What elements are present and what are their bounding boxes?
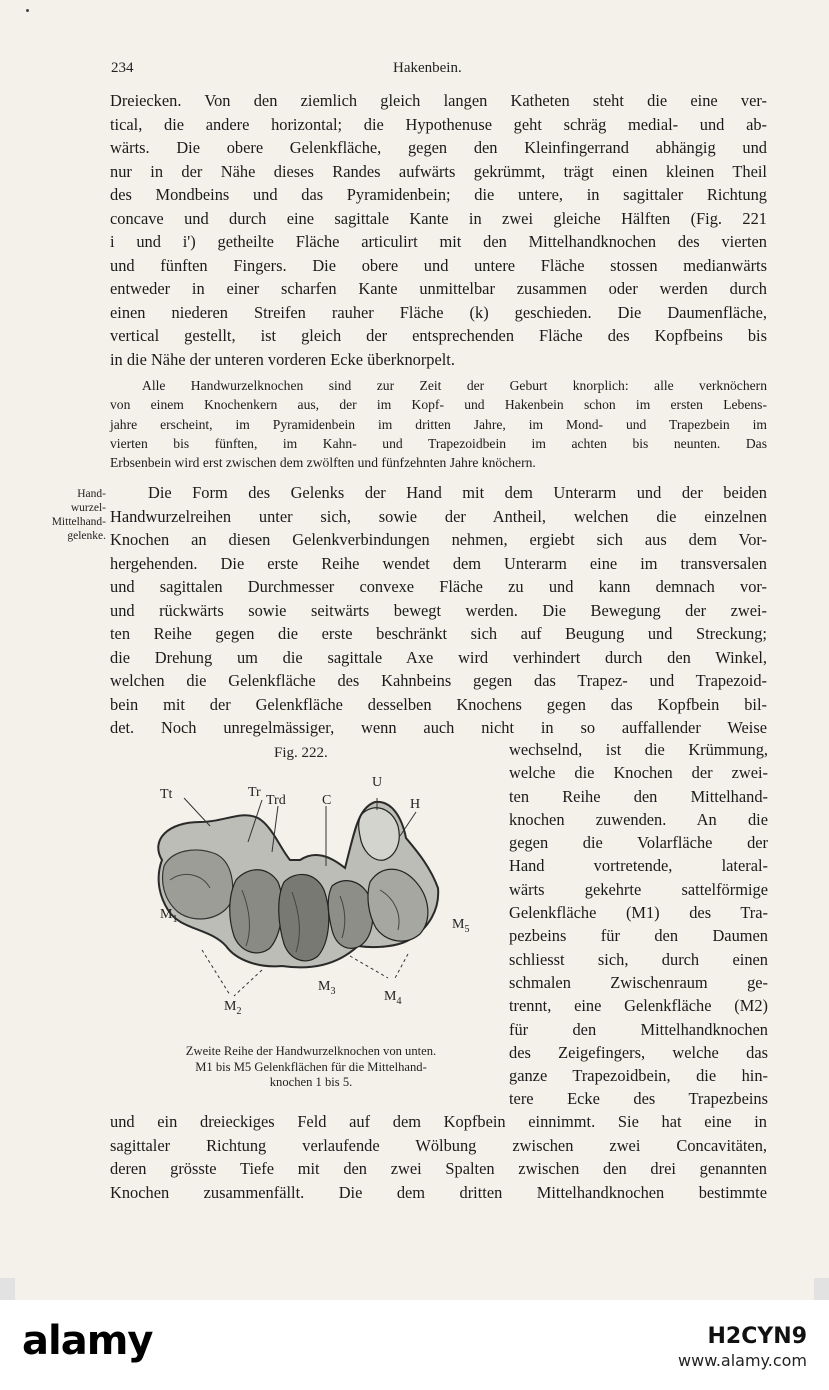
text-line: det. Noch unregelmässiger, wenn auch nicht in so auffallender Weise xyxy=(110,718,767,737)
figure-title: Fig. 222. xyxy=(274,745,328,761)
label-C: C xyxy=(322,793,332,808)
label-M3: $M_3$ xyxy=(318,979,336,997)
watermark-edge-tab xyxy=(0,1278,15,1300)
text-line: Knochen an diesen Gelenkverbindungen nehmen, ergiebt sich aus dem Vor- xyxy=(110,530,767,549)
text-line: des Zeigefingers, welche das xyxy=(509,1042,768,1062)
text-line: ganze Trapezoidbein, die hin- xyxy=(509,1066,768,1086)
label-M5: $M_5$ xyxy=(452,917,470,935)
label-M2: $M_2$ xyxy=(224,999,242,1017)
label-U: U xyxy=(372,775,383,790)
image-id: H2CYN9 xyxy=(707,1324,807,1349)
text-line: Gelenkfläche (M1) des Tra- xyxy=(509,903,768,923)
carpal-bones-figure xyxy=(140,770,480,1020)
text-line: tical, die andere horizontal; die Hypothenuse geht schräg medial- und ab- xyxy=(110,114,767,134)
text-line: trennt, eine Gelenkfläche (M2) xyxy=(509,996,768,1016)
paragraph-2 xyxy=(110,481,767,740)
text-line: tere Ecke des Trapezbeins xyxy=(509,1089,768,1109)
margin-note-line: Mittelhand- xyxy=(51,516,106,528)
running-title: Hakenbein. xyxy=(393,60,462,76)
text-line: i und i') getheilte Fläche articulirt mit den Mittelhandknochen des vierten xyxy=(110,232,767,251)
text-line: ten Reihe gegen die erste beschränkt sich auf Beugung und Streckung; xyxy=(110,624,767,643)
label-Tr: Tr xyxy=(248,785,261,800)
text-line: für den Mittelhandknochen xyxy=(509,1019,768,1039)
caption-line: Zweite Reihe der Handwurzelknochen von unten. xyxy=(185,1044,437,1058)
text-line: vierten bis fünften, im Kahn- und Trapezoidbein im achten bis neunten. Das xyxy=(110,435,767,451)
text-line: und rückwärts sowie seitwärts bewegt werden. Die Bewegung der zwei- xyxy=(110,600,767,620)
text-line: Hand vortretende, lateral- xyxy=(509,856,768,876)
text-line: und sagittalen Durchmesser convexe Fläche zu und kann demnach vor- xyxy=(110,577,767,596)
margin-note-line: wurzel- xyxy=(70,502,106,514)
label-Trd: Trd xyxy=(266,793,286,808)
text-line: des Mondbeins und das Pyramidenbein; die untere, in sagittaler Richtung xyxy=(110,185,767,204)
margin-note-line: Hand- xyxy=(77,488,106,500)
figure-caption xyxy=(130,1044,492,1091)
paragraph-3 xyxy=(110,1110,767,1204)
margin-note-line: gelenke. xyxy=(67,530,106,542)
caption-line: M1 bis M5 Gelenkflächen für die Mittelhand- xyxy=(195,1059,427,1074)
text-line: die Drehung um die sagittale Axe wird verhindert durch den Winkel, xyxy=(110,647,767,667)
text-line: hergehenden. Die erste Reihe wendet dem Unterarm eine im transversalen xyxy=(110,553,767,573)
alamy-logo: alamy xyxy=(22,1318,153,1364)
text-line: von einem Knochenkern aus, der im Kopf- und Hakenbein schon im ersten Lebens- xyxy=(110,397,767,413)
text-line: wärts gekehrte sattelförmige xyxy=(509,879,768,899)
text-line: Alle Handwurzelknochen sind zur Zeit der Geburt knorplich: alle verknöchern xyxy=(142,378,767,393)
bone-drawing xyxy=(158,802,438,968)
text-line: schliesst sich, durch einen xyxy=(509,949,768,969)
text-line: Handwurzelreihen unter sich, sowie der Antheil, welchen die einzelnen xyxy=(110,506,767,526)
text-line: Die Form des Gelenks der Hand mit dem Unterarm und der beiden xyxy=(148,483,767,502)
page-speck xyxy=(26,9,29,12)
text-line: sagittaler Richtung verlaufende Wölbung zwischen zwei Concavitäten, xyxy=(110,1135,767,1155)
label-H: H xyxy=(410,797,421,812)
page-number: 234 xyxy=(111,60,134,76)
text-line: Knochen zusammenfällt. Die dem dritten Mittelhandknochen bestimmte xyxy=(110,1182,767,1202)
text-line: gegen die Volarfläche der xyxy=(509,833,768,853)
text-line: pezbeins für den Daumen xyxy=(509,926,768,946)
text-line: concave und durch eine sagittale Kante in zwei gleiche Hälften (Fig. 221 xyxy=(110,208,767,228)
label-M1: $M_1$ xyxy=(160,907,178,925)
text-line: wärts. Die obere Gelenkfläche, gegen den Kleinfingerrand abhängig und xyxy=(110,138,767,157)
text-line: bein mit der Gelenkfläche desselben Knochens gegen das Kopfbein bil- xyxy=(110,694,767,714)
margin-note xyxy=(18,487,106,543)
text-line: jahre erscheint, im Pyramidenbein im dritten Jahre, im Mond- und Trapezbein im xyxy=(110,416,767,432)
text-line: Dreiecken. Von den ziemlich gleich langen Katheten steht die eine ver- xyxy=(110,91,767,110)
caption-line: knochen 1 bis 5. xyxy=(269,1075,353,1089)
text-line: schmalen Zwischenraum ge- xyxy=(509,972,768,992)
text-line: ten Reihe den Mittelhand- xyxy=(509,786,768,806)
text-line: einen niederen Streifen rauher Fläche (k) geschieden. Die Daumenfläche, xyxy=(110,302,767,322)
text-line: wechselnd, ist die Krümmung, xyxy=(509,740,768,759)
watermark-url: www.alamy.com xyxy=(678,1351,807,1370)
text-line: nur in der Nähe dieses Randes aufwärts gekrümmt, trägt einen kleinen Theil xyxy=(110,161,767,181)
paragraph-1 xyxy=(110,89,767,371)
small-print-paragraph xyxy=(110,376,767,472)
text-line: entweder in einer scharfen Kante unmittelbar zusammen oder werden durch xyxy=(110,279,767,298)
figure-side-text xyxy=(509,738,768,1111)
text-line: vertical gestellt, ist gleich der entsprechenden Fläche des Kopfbeins bis xyxy=(110,326,767,345)
text-line: und fünften Fingers. Die obere und untere Fläche stossen medianwärts xyxy=(110,255,767,275)
label-M4: $M_4$ xyxy=(384,989,402,1007)
watermark-edge-tab xyxy=(814,1278,829,1300)
text-line: und ein dreieckiges Feld auf dem Kopfbein einnimmt. Sie hat eine in xyxy=(110,1112,767,1131)
text-line: welchen die Gelenkfläche des Kahnbeins gegen das Trapez- und Trapezoid- xyxy=(110,671,767,690)
text-line: in die Nähe der unteren vorderen Ecke überknorpelt. xyxy=(110,349,455,369)
text-line: welche die Knochen der zwei- xyxy=(509,763,768,783)
text-line: knochen zuwenden. An die xyxy=(509,809,768,829)
text-line: deren grösste Tiefe mit den zwei Spalten zwischen den drei genannten xyxy=(110,1159,767,1178)
label-Tt: Tt xyxy=(160,787,173,802)
text-line: Erbsenbein wird erst zwischen dem zwölften und fünfzehnten Jahre knöchern. xyxy=(110,455,536,471)
